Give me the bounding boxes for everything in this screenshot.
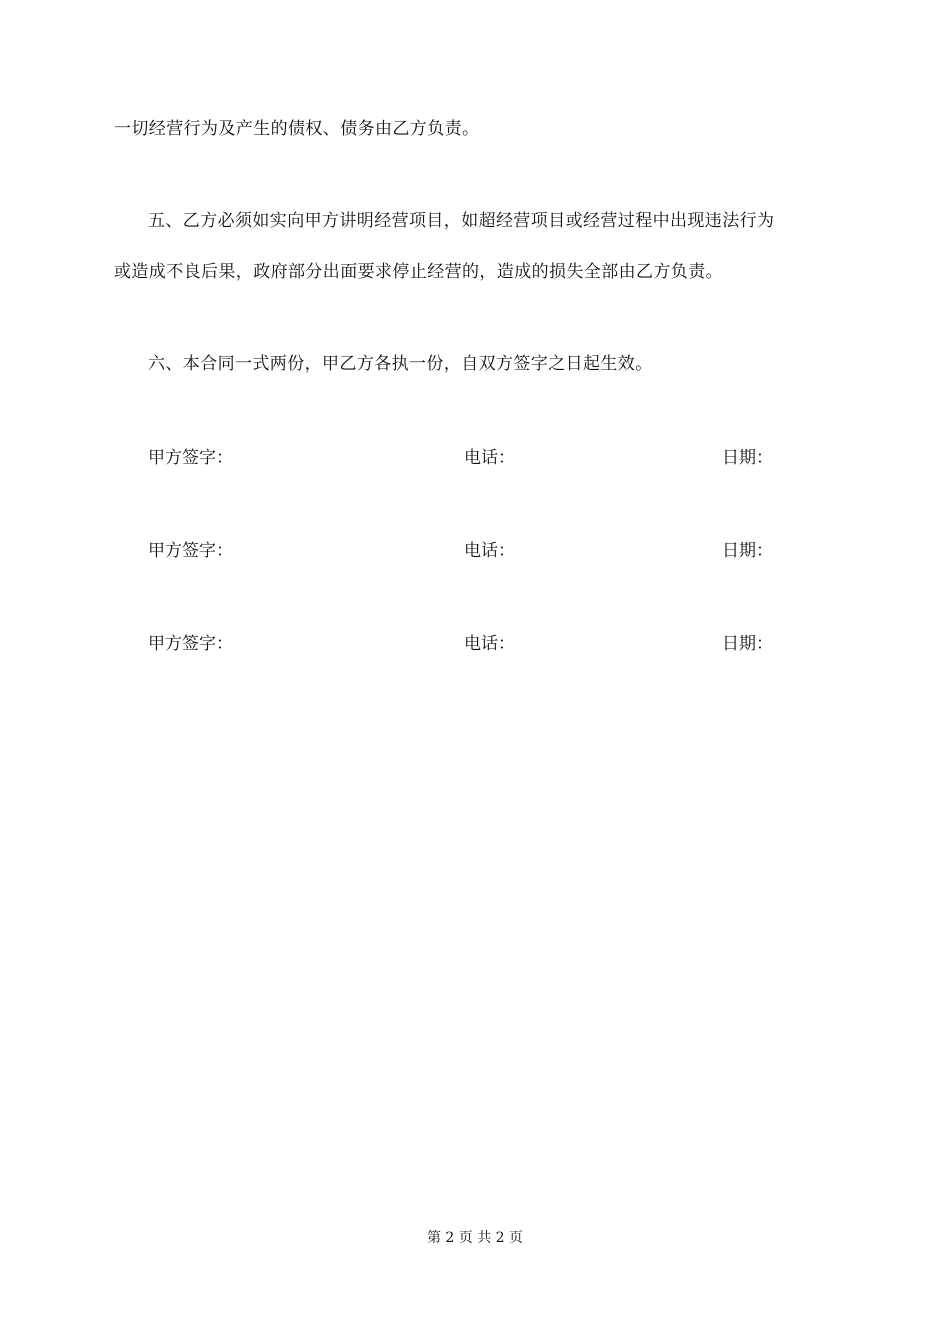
date-label: 日期：	[722, 448, 773, 468]
phone-label: 电话：	[464, 541, 515, 561]
party-a-signature-label: 甲方签字：	[148, 541, 233, 561]
signature-row	[0, 539, 950, 563]
paragraph-4-tail: 一切经营行为及产生的债权、债务由乙方负责。	[114, 119, 480, 139]
date-label: 日期：	[722, 634, 773, 654]
signature-row	[0, 446, 950, 470]
paragraph-5-line-1: 五、乙方必须如实向甲方讲明经营项目，如超经营项目或经营过程中出现违法行为	[148, 211, 775, 231]
paragraph-6: 六、本合同一式两份，甲乙方各执一份，自双方签字之日起生效。	[148, 354, 653, 374]
page-number-indicator: 第 2 页 共 2 页	[426, 1230, 524, 1246]
signature-row	[0, 632, 950, 656]
phone-label: 电话：	[464, 634, 515, 654]
date-label: 日期：	[722, 541, 773, 561]
party-a-signature-label: 甲方签字：	[148, 634, 233, 654]
page-footer	[0, 1228, 950, 1248]
paragraph-5-line-2: 或造成不良后果，政府部分出面要求停止经营的，造成的损失全部由乙方负责。	[114, 262, 723, 282]
phone-label: 电话：	[464, 448, 515, 468]
party-a-signature-label: 甲方签字：	[148, 448, 233, 468]
